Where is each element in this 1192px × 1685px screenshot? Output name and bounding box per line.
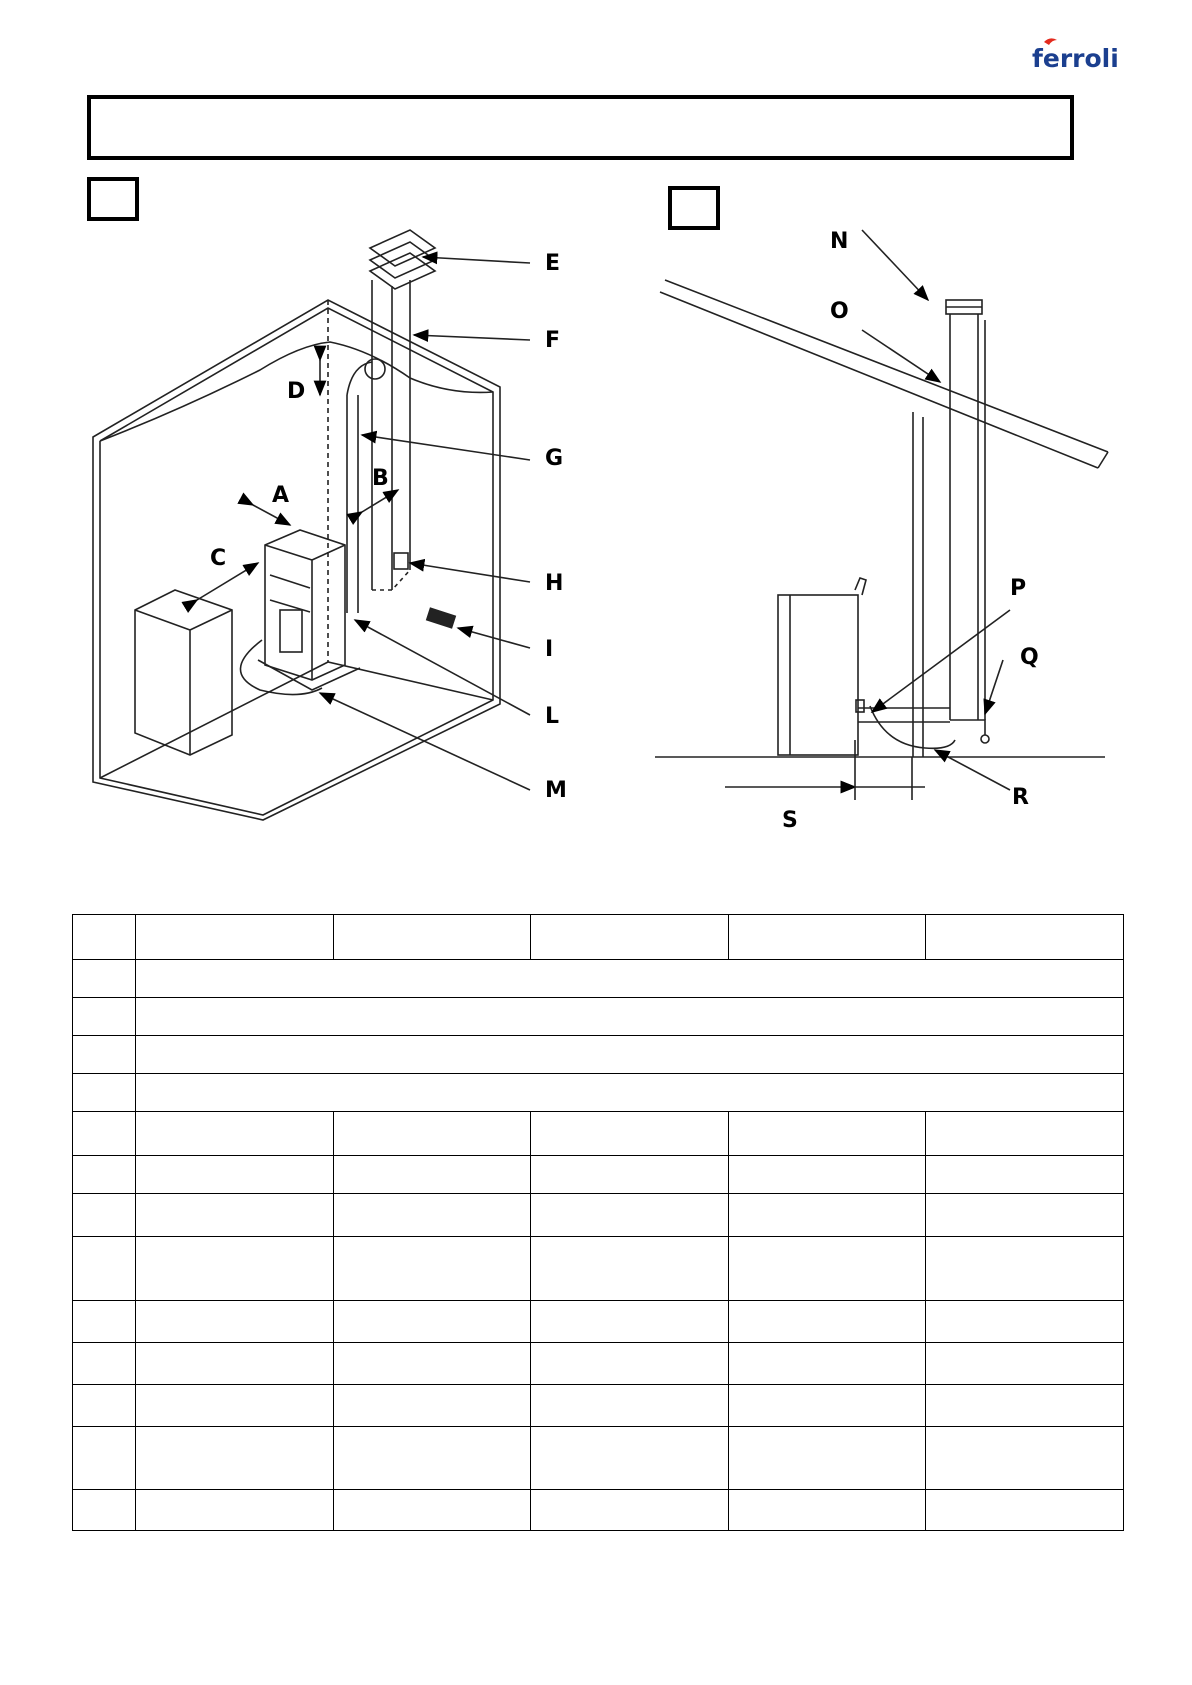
table-cell [73,1385,136,1427]
table-cell [728,1385,926,1427]
table-row [73,1194,1124,1237]
table-row [73,1156,1124,1194]
table-cell [73,998,136,1036]
label-a: A [272,483,290,508]
table-row [73,1427,1124,1490]
table-cell [333,1385,531,1427]
table-cell [728,1301,926,1343]
table-row [73,1036,1124,1074]
stove-handle [855,578,866,595]
table-cell [728,1194,926,1237]
table-row [73,998,1124,1036]
leader-o [862,330,940,382]
table-cell [73,1343,136,1385]
label-b: B [372,466,389,491]
table-cell [73,1156,136,1194]
table-cell [926,1237,1124,1301]
label-m: M [545,778,567,803]
stove-body [265,530,345,680]
table-cell [531,915,729,960]
leader-l [355,620,530,715]
label-g: G [545,446,564,471]
stove-panels [270,575,310,612]
chimney-base [372,570,410,590]
label-f: F [545,328,561,353]
leader-m [320,693,530,790]
flue-pipe-bottom [950,720,985,735]
table-cell [531,1343,729,1385]
flue-roof-diagram [655,230,1108,800]
label-e: E [545,251,561,276]
leader-q [985,660,1003,714]
table-cell [136,1427,334,1490]
table-cell [531,1156,729,1194]
distance-ticks [855,740,912,800]
flue-pipe-vertical [950,314,985,720]
table-row [73,1112,1124,1156]
table-cell-span [136,960,1124,998]
table-cell [531,1112,729,1156]
label-h: H [545,571,564,596]
label-r: R [1012,785,1029,810]
table-cell [136,1385,334,1427]
table-header-row [73,915,1124,960]
table-cell [136,1237,334,1301]
table-row [73,960,1124,998]
stove-flue-pipe [347,395,358,613]
table-cell [136,915,334,960]
table-cell-span [136,1074,1124,1112]
table-cell [531,1385,729,1427]
roof-slope [660,280,1108,468]
table-cell [73,1301,136,1343]
table-cell [728,1490,926,1531]
label-i: I [545,637,554,662]
table-cell [73,1074,136,1112]
table-row [73,1343,1124,1385]
leader-n [862,230,928,300]
room-outline [93,300,500,820]
floor-back-line [100,662,493,778]
table-cell [73,1427,136,1490]
table-cell-span [136,998,1124,1036]
table-row [73,1490,1124,1531]
table-cell [333,1237,531,1301]
table-cell [926,1156,1124,1194]
stove-edges [265,545,345,680]
table-cell [926,915,1124,960]
table-row [73,1237,1124,1301]
table-cell [926,1301,1124,1343]
logo-wordmark: ferroli [1032,44,1119,73]
clearance-table [72,914,1124,1531]
flue-connection-ring [365,359,385,379]
clearance-arrow-a [253,505,290,525]
table-cell [531,1427,729,1490]
table-cell [531,1237,729,1301]
leader-i [458,628,530,648]
flue-elbow [347,362,372,395]
chimney-cap-rings-2 [370,253,435,289]
table-cell [728,1112,926,1156]
table-cell [333,1194,531,1237]
label-n: N [830,229,849,254]
table-cell [73,915,136,960]
table-cell [926,1490,1124,1531]
table-cell [728,1427,926,1490]
table-cell [333,1112,531,1156]
table-row [73,1074,1124,1112]
table-row [73,1301,1124,1343]
table-cell [73,1490,136,1531]
chimney-cap [370,230,435,266]
leader-p [872,610,1010,712]
table-row [73,1385,1124,1427]
leader-e [423,257,530,263]
table-cell [333,1427,531,1490]
table-cell [926,1112,1124,1156]
table-cell [728,1343,926,1385]
furniture-box-edges [135,610,232,755]
label-l: L [545,704,560,729]
chimney-flue [372,280,410,590]
table-cell [136,1194,334,1237]
leader-r [935,750,1010,790]
table-cell [73,1237,136,1301]
table-cell [73,1112,136,1156]
leader-f [414,335,530,340]
house-wall [913,412,923,757]
label-s: S [782,808,798,833]
label-d: D [287,379,306,404]
leader-g [362,435,530,460]
table-cell [136,1490,334,1531]
table-cell [136,1301,334,1343]
table-cell [333,915,531,960]
label-q: Q [1020,645,1039,670]
table-cell [728,915,926,960]
table-cell [136,1112,334,1156]
clearance-arrow-c [197,563,258,600]
label-o: O [830,299,849,324]
table-cell [136,1156,334,1194]
table-cell [333,1343,531,1385]
label-p: P [1010,576,1027,601]
table-cell [136,1343,334,1385]
table-cell [926,1427,1124,1490]
table-cell [531,1301,729,1343]
table-cell [728,1237,926,1301]
room-diagram [93,230,530,820]
table-cell [926,1194,1124,1237]
table-cell [728,1156,926,1194]
table-cell [73,1036,136,1074]
chimney-inspection-h [394,553,408,569]
table-cell [73,1194,136,1237]
chimney-cap-rings [370,242,435,278]
condensate-drain-q [981,735,989,743]
label-c: C [210,546,227,571]
table-cell [926,1385,1124,1427]
table-cell [73,960,136,998]
leader-h [410,563,530,582]
table-cell [333,1490,531,1531]
air-vent-i [427,608,455,627]
table-cell-span [136,1036,1124,1074]
table-cell [531,1194,729,1237]
table-cell [531,1490,729,1531]
table-cell [333,1156,531,1194]
roof-end [1098,452,1108,468]
table-cell [926,1343,1124,1385]
stove-door [280,610,302,652]
table-cell [333,1301,531,1343]
